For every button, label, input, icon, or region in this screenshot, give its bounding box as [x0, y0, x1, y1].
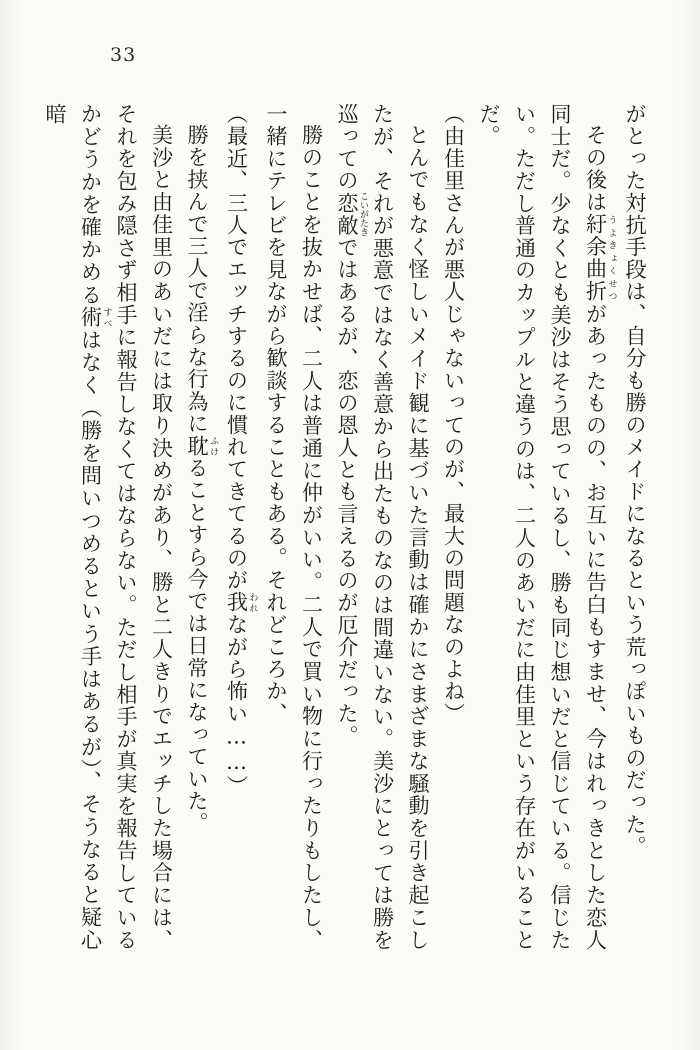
ruby-annotated-word: 恋敵 こいがたき — [335, 191, 368, 237]
paragraph: 勝のことを抜かせば、二人は普通に仲がいい。二人で買い物に行ったりもしたし、一緒にテレビを見ながら歓談することもある。それどころか、 — [264, 103, 324, 951]
furigana: すべ — [101, 306, 112, 329]
ruby-annotated-word: 我 われ — [224, 591, 258, 614]
paragraph: その後は紆余曲折 うよきょくせつがあったものの、お互いに告白もすませ、今はれっきとした恋人同士だ。少なくとも美沙はそう思っているし、勝も同じ想いだと信じている。信じたい。ただし普通のカップルと違うのは、二人のあいだに由佳里という存在がいることだ。 — [477, 103, 617, 951]
paragraph: とんでもなく怪しいメイド観に基づいた言動は確かにさまざまな騒動を引き起こしたが、それが悪意ではなく善意から出たものなのは間違いない。美沙にとっては勝を巡っての恋敵 こいがたきではあるが、恋の恩人とも言えるのが厄介だった。 — [335, 103, 430, 951]
furigana: ふけ — [208, 434, 218, 458]
furigana: われ — [247, 591, 258, 614]
paragraph: （由佳里さんが悪人じゃないってのが、最大の問題なのよね） — [441, 103, 466, 725]
ruby-annotated-word: 紆余曲折 うよきょくせつ — [583, 213, 617, 303]
ruby-annotated-word: 術 すべ — [78, 306, 112, 330]
paragraph: 美沙と由佳里のあいだには取り決めがあり、勝と二人きりでエッチした場合には、それを包み隠さず相手に報告しなくてはならない。ただし相手が真実を報告しているかどうかを確かめる術 すべはなく（勝を問いつめるという手はあるが）、そうなると疑心暗 — [43, 103, 174, 951]
paragraph: がとった対抗手段は、自分も勝のメイドになるという荒っぽいものだった。 — [623, 103, 647, 858]
ruby-annotated-word: 耽 ふけ — [185, 434, 218, 458]
body-text — [37, 103, 653, 951]
furigana: うよきょくせつ — [606, 213, 617, 303]
paragraph: （最近、三人でエッチするのに慣れてきてるのが我 われながら怖い……） — [224, 103, 258, 798]
paragraph: 勝を挟んで三人で淫らな行為に耽 ふけることすら今では日常になっていた。 — [185, 124, 218, 835]
page-number: 33 — [110, 44, 137, 66]
furigana: こいがたき — [358, 191, 368, 237]
